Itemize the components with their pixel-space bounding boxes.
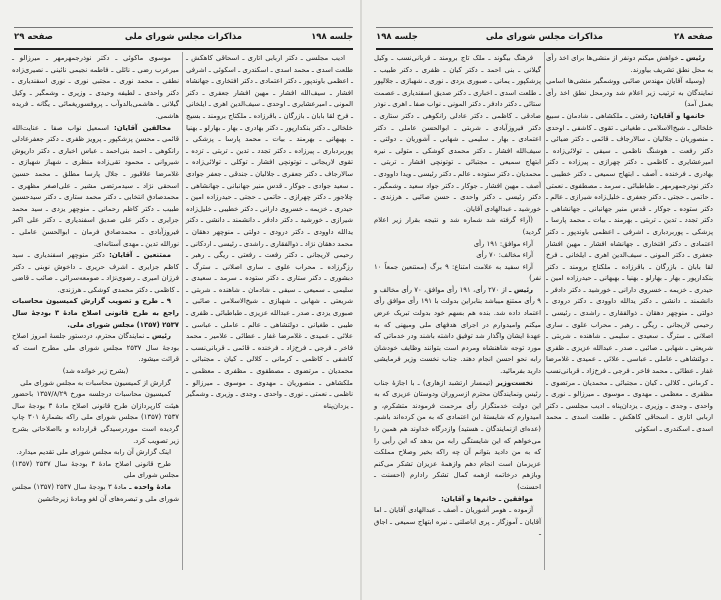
paragraph: آراء موافق: ۱۹۱ رأی xyxy=(473,239,533,248)
paragraph-text: مادهٔ ۳ بودجهٔ سال ۲۵۳۷ (۱۳۵۷) مجلس شورای ملی و تبصره‌های آن لغو ومادهٔ زیرجانشین xyxy=(12,482,179,503)
speaker-label: خانمها و آقایان: xyxy=(650,111,705,120)
paragraph: آزموده ـ هومر آشوریان ـ آصف ـ عبدالهادی آقایان ـ اما آقایان ـ آموزگار ـ پری اباصلتی ـ نیره ابتهاج سمیعی ـ اجاق ـ xyxy=(374,506,541,538)
header-rule xyxy=(376,48,713,50)
text-column xyxy=(12,53,179,505)
session-number: جلسه ۱۹۸ xyxy=(376,32,418,42)
speaker-label: مادهٔ واحده ـ xyxy=(129,482,171,491)
paragraph: (بشرح زیر خوانده شد) xyxy=(62,367,129,376)
paragraph: آراء سفید به علامت امتناع: ۹ برگ (ممتنعین جمعاً ۱۰ نفر) xyxy=(374,262,541,283)
paragraph xyxy=(12,123,179,251)
paragraph xyxy=(546,53,713,76)
page-header xyxy=(376,32,713,46)
paragraph: کمیسیون محاسبات درجلسه مورخ ۱۳۵۷/۸/۲۹ باحضور هیئت کارپردازان طرح قانونی اصلاح مادهٔ ۳ بودجهٔ سال ۲۵۳۷ (۱۳۵۷) مجلس شورای ملی راکه بشمارهٔ ۳۰۱ چاپ گردیده است موردرسیدگی قرارداده و بااصلاحاتی بشرح زیر تصویب کرد. xyxy=(12,390,179,445)
paragraph-text: از ۲۷۰ رأی، ۱۹۱ رأی موافق، ۷۰ رأی مخالف و ۹ رأی ممتنع میباشد بنابراین بدولت با ۱۹۱ رأی موافق رأی اعتماد داده شد. بنده هم بسهم خود بدولت تبریک عرض میکنم وامیدوارم در اجرای هدفهای ملی ومیهنی که به عهدهٔ ایشان واگذار شد توفیق داشته باشند ودر خدماتی که مورد توجه شاهنشاه ومردم است بتوانند وظایف خودشان رابه نحو احسن انجام دهند. جناب نخست وزیر فرمایشی دارید بفرمائید. xyxy=(374,285,541,376)
text-column xyxy=(546,53,713,436)
speaker-label: رئیس ـ xyxy=(146,332,171,341)
right-page xyxy=(362,0,721,600)
publication-title: مذاکرات مجلس شورای ملی xyxy=(124,32,243,42)
speaker-label: موافقین ـ خانم‌ها و آقایان: xyxy=(441,494,533,503)
paragraph-text: رفعتی ـ ملکشاهی ـ شادمان ـ سبیع خلخالی ـ شیخ‌الاسلامی ـ طغیانی ـ تقوی ـ کاشفی ـ اوحدی ـ منصوریان ـ جلالیان ـ سالارجاف ـ قائمی ـ دکتر ضیائی ـ دکتر رفعت ـ هوشنگ ناظمی ـ سیفی ـ تولائی‌زاده ـ امیرعشایری ـ کاظمی ـ دکتر چهرازی ـ پیرزاده ـ دکتر بهادری ـ فرخنده ـ آصف ـ ابتهاج سمیعی ـ دکتر خطیبی ـ دکتر نوذرجمهرمهر ـ طباطبائی ـ سرمد ـ مصطفوی ـ نعمتی ـ حاتمی ـ حجتی ـ دکتر جعفری ـ خلیل‌زاده شیرازی ـ عالم ـ دکتر ستوده ـ جوکار ـ قدس منیر جهانبانی ـ جهانشاهی ـ دکتر تجدد ـ تدین ـ تربتی ـ بهرمند ـ بیات ـ محمد پارسا ـ پزشکی ـ پوربردباری ـ اشرفی ـ اعظمی باوندپور ـ دکتر اعتمادی ـ دکتر افتخاری ـ جهانشاه افشار ـ مهین افشار جعفری ـ دکتر المونی ـ سیف‌الدین اهری ـ ایلخانی ـ فرخ لقا بابان ـ بازرگان ـ باقرزاده ـ ملکتاج برومند ـ دکتر بنکدارپور ـ بهار ـ بهارلو ـ بهنیا ـ بهبهانی ـ حیدرزاده امین ـ حیدری ـ خزیمه ـ خسروی دارانی ـ خورشید ـ دکتر دادفر ـ دانشمند ـ دانشی ـ دکتر یدالله داوودی ـ دکتر درودی ـ دولتی ـ منوچهر دهقان ـ ذوالفقاری ـ راشدی ـ رئیسی ـ رحیمی لاریجانی ـ ریگی ـ رهبر ـ محراب علوی ـ ساری اصلانی ـ سترگ ـ سعیدی ـ سلیمی ـ شاهنده ـ شربتی ـ شریعتی ـ شهابی ـ صائبی ـ صدر ـ عبدالله عزیزی ـ ظفری ـ دولتشاهی ـ عاملی ـ عباسی ـ علائی ـ عمیدی ـ غلامرضا غفار ـ عطائی ـ محمد فاخر ـ فرجی ـ فرخ‌زاد ـ قربانی‌نسب ـ کرمانی ـ کلالی ـ کیان ـ مجتبائی ـ محمدیان ـ مرتضوی ـ مظفری ـ معظمی ـ مهدوی ـ موسوی ـ میرزالو ـ نوری ـ واحدی ـ وجدی ـ وزیری ـ یزدان‌پناه ـ ادیب مجلسی ـ دکتر اربابی اتاری ـ اسحاقی کاهکش ـ طلعت اسدی ـ محمد اسدی ـ اسکندری ـ اسکوئی xyxy=(546,111,713,433)
column-divider xyxy=(182,52,183,570)
paragraph-text: خواهش میکنم دونفر از منشی‌ها برای اخذ رأی به محل نطق تشریف بیاورند. xyxy=(546,54,713,74)
page-header xyxy=(14,32,353,46)
publication-title: مذاکرات مجلس شورای ملی xyxy=(485,32,604,42)
speaker-label: مخالفین آقایان: xyxy=(114,123,171,132)
header-top-rule xyxy=(14,27,353,28)
paragraph: گزارش از کمیسیون محاسبات به مجلس شورای ملی xyxy=(20,378,171,387)
session-number: جلسه ۱۹۸ xyxy=(311,32,353,42)
paragraph xyxy=(374,494,541,506)
paragraph: آراء مخالف: ۷۰ رأی xyxy=(476,251,533,260)
speaker-label: رئیس ـ xyxy=(680,54,705,62)
header-top-rule xyxy=(376,27,713,28)
section-heading: ۹ ـ طرح و تصویب گزارش کمیسیون محاسبات راجع به طرح قانونی اصلاح مادهٔ ۳ بودجهٔ سال ۲۵۳۷ (۱۳۵۷) مجلس شورای ملی. xyxy=(12,297,179,329)
page-number: صفحه ۲۹ xyxy=(14,32,53,42)
paragraph: ادیب مجلسی ـ دکتر اربابی اتاری ـ اسحاقی کاهکش ـ طلعت اسدی ـ محمد اسدی ـ اسکندری ـ اسکوئی ـ اشرفی ـ اعظمی باوندپور ـ دکتر اعتمادی ـ دکتر افتخاری ـ جهانشاه افشار ـ سیف‌الله افشار ـ مهین افشار جعفری ـ دکتر المونی ـ امیرعشایری ـ اوحدی ـ سیف‌الدین اهری ـ ایلخانی ـ فرخ لقا بابان ـ بازرگان ـ باقرزاده ـ ملکتاج برومند ـ بسیج خلخالی ـ دکتر بنکدارپور ـ دکتر بهادری ـ بهار ـ بهارلو ـ بهنیا ـ بهبهانی ـ بهرمند ـ بیات ـ محمد پارسا ـ پزشکی ـ پوربردباری ـ پیرزاده ـ دکتر تجدد ـ تدین ـ تربتی ـ تزده ـ تقوی لاریجانی ـ توتونچی افشار ـ توکلی ـ تولائی‌زاده ـ سالارجاف ـ دکتر جعفری ـ جلالیان ـ جندقی ـ جعفر جوادی ـ سعید جوادی ـ جوکار ـ قدس منیر جهانبانی ـ جهانشاهی ـ چلاجور ـ دکتر چهرازی ـ حاتمی ـ حجتی ـ حیدرزاده امین ـ حیدری ـ خزیمه ـ خسروی دارانی ـ دکتر خطیبی ـ خلیل‌زاده شیرازی ـ خورشید ـ دکتر دادفر ـ دانشمند ـ دانشی ـ دکتر یدالله داوودی ـ دکتر درودی ـ دولتی ـ منوچهر دهقان ـ محمد دهقان نژاد ـ ذوالفقاری ـ راشدی ـ رئیسی ـ اردکانی ـ رحیمی لاریجانی ـ دکتر رفعت ـ رفعتی ـ ریگی ـ رهبر ـ رزگرزاده ـ محراب علوی ـ ساری اصلانی ـ سترگ ـ دبشوری ـ دکتر ستاری ـ دکتر ستوده ـ سرمد ـ سعیدی ـ سلیمی ـ سمیعی ـ سیفی ـ شادمان ـ شاهنده ـ شربتی ـ شریعتی ـ شهابی ـ شهبازی ـ شیخ‌الاسلامی ـ صائبی ـ صبوری یزدی ـ صدر ـ عبدالله عزیزی ـ طباطبائی ـ ظفری ـ طیبی ـ طغیانی ـ دولتشاهی ـ عالم ـ عاملی ـ عباسی ـ علائی ـ عمیدی ـ غلامرضا غفار ـ عطائی ـ علامیر ـ محمد فاخر ـ فرجی ـ فرخ‌زاد ـ فرخنده ـ قائمی ـ قربانی‌نسب ـ کاشفی ـ کاظمی ـ کرمانی ـ کلالی ـ کیان ـ مجتبائی ـ محمدیان ـ مرتضوی ـ مصطفوی ـ مظفری ـ معظمی ـ ملکشاهی ـ منصوریان ـ مهدوی ـ موسوی ـ میرزالو ـ ناظمی ـ نعمتی ـ نوری ـ واحدی ـ وجدی ـ وزیری ـ وشمگیر ـ یزدان‌پناه xyxy=(186,54,353,410)
paragraph xyxy=(12,331,179,366)
speaker-label: ممتنعین ـ آقایان: xyxy=(109,251,171,260)
paragraph-text: اسمعیل نواب صفا ـ عنایت‌الله قائمی ـ محسن پزشکپور ـ پرویز ظفری ـ دکتر جعفرعادلی رانکوهی ـ احمد بنی‌احمد ـ عباس اخباری ـ دکتر داریوش شیروانی ـ محمود تقی‌زاده منظری ـ شهباز شهبازی ـ غلامرضا علاقبور ـ جلال پارسا مطلق ـ محمد حسین اسحقی نژاد ـ سیدمرتضی مشیر ـ علی‌اصغر مظهری ـ محمدصادق انتخابی ـ دکتر محمد ستاری ـ دکتر سیدحسین طبیب ـ دکتر کاظم رحمانی ـ منوچهر یزدی ـ سید محمد جزایری ـ دکتر علی صدیق اسفندیاری ـ دکتر علی اکبر فیروزآبادی ـ محمدصادق فرمان ـ ابوالحسن عاملی ـ نورالله تدین ـ مهدی آستانه‌ای. xyxy=(12,123,179,248)
header-rule xyxy=(14,48,353,50)
text-column xyxy=(186,53,353,412)
text-column xyxy=(374,53,541,540)
paragraph xyxy=(374,285,541,378)
paragraph xyxy=(546,111,713,436)
paragraph: (وسیله آقایان مهندس صائبی ووشمگیر منشی‌ها اسامی نمایندگان به ترتیب زیر اعلام شد ودرمحل نطق اخذ رأی بعمل آمد) xyxy=(546,77,713,109)
paragraph: طرح قانونی اصلاح مادهٔ ۳ بودجهٔ سال ۲۵۳۷ (۱۳۵۷) مجلس شورای ملی xyxy=(12,459,179,480)
paragraph-text: (تیمسار ارتشبد ازهاری) ـ با اجازهٔ جناب رئیس ونمایندگان محترم ازسروران ودوستان عزیزی که به این دولت خدمتگزار رأی مرحمت فرمودند متشکرم، و امیدوارم که شایستهٔ این اعتمادی که به من کرده‌اند باشم. (عده‌ای ازنمایندگان ـ هستید) وازدرگاه خداوند هم همین را می‌خواهم که این شایستگی رابه من بدهد که این رأیی را که به من دادید بتوانم آن چه راکه بخیر وصلاح مملکت عزیزمان است انجام دهم وازهمهٔ عزیزان تشکر می‌کنم وبازهم درخاتمه ازهمه کمال تشکر رادارم (احسنت ـ احسنت) xyxy=(374,378,541,491)
paragraph: اینک گزارش آن رابه مجلس شورای ملی تقدیم میدارد. xyxy=(16,448,171,457)
speaker-label: نخست‌وزیر xyxy=(496,378,533,387)
paragraph xyxy=(12,250,179,296)
paragraph: فرهنگ بیگوند ـ ملک تاج برومند ـ قربانی‌نسب ـ وکیل گیلانی ـ بنی احمد ـ دکتر کیان ـ ظفری ـ دکتر طبیب ـ پزشکپور ـ یمانی ـ صبوری یزدی ـ نوری ـ شهبازی ـ جلالپور ـ طلعت اسدی ـ اخباری ـ دکتر صدیق اسفندیاری ـ عصمت ستائی ـ دکتر دادفر ـ دکتر المونی ـ نواب صفا ـ اهری ـ نوذر صادقی ـ کاظمی ـ دکتر عادلی رانکوهی ـ دکتر ستاری ـ دکتر فیروزآبادی ـ شربتی ـ ابوالحسن عاملی ـ دکتر اعتمادی ـ بهار ـ سلیمی ـ شهابی ـ آشوریان ـ دولتی ـ سیف‌الله افشار ـ دکتر محمدی کوشکی ـ متولی ـ نیره ابتهاج سمیعی ـ مجتبائی ـ توتونچی افشار ـ تربتی ـ محمدیان ـ دکتر ستوده ـ عالم ـ دکتر رئیسی ـ ویدا داوودی ـ آصف ـ مهین افشار ـ جوکار ـ دکتر جواد سعید ـ وشمگیر ـ دکتر رئیسی ـ دکتر واحدی ـ حسن صائبی ـ هرزندی ـ خورشید ـ عبدالهادی آقایان. xyxy=(374,54,541,213)
paragraph xyxy=(12,482,179,505)
speaker-label: رئیس ـ xyxy=(509,285,533,294)
paragraph-text: نمایندگان محترم، دردستور جلسهٔ امروز اصلاح بودجهٔ سال ۲۵۳۷ مجلس شورای ملی مطرح است که قرائت میشود. xyxy=(12,332,179,364)
paragraph: موسوی ماکوئی ـ دکتر نوذرجمهرمهر ـ میرزالو ـ میرعرب رضی ـ نائلی ـ فاطمه نجیمی نائینی ـ نصیری‌زاده نطقی ـ محمد نوری ـ مجتبی نوری ـ نوری اسفندیاری ـ دکتر واحدی ـ لطیفه وحیدی ـ وزیری ـ وشمگیر ـ وکیل گیلانی ـ هاشمی‌بالدوآب ـ پروفسوریغمائی ـ یگانه ـ فریده هاشمی. xyxy=(12,54,179,120)
paragraph: (آراء گرفته شد شماره شد و نتیجه بقرار زیر اعلام گردید) xyxy=(374,216,541,236)
paragraph xyxy=(374,378,541,494)
page-number: صفحه ۲۸ xyxy=(674,32,713,42)
paragraph-text: دکتر منوچهر اسفندیاری ـ سید کاظم جزایری ـ اشرف حریری ـ داخوش نوبنی ـ دکتر فرزان امیری ـ رضوی‌نژاد ـ صومعه‌سرائی ـ صائب ـ قاضی ـ کاظمی ـ دکتر محمدی کوشکی ـ هرزندی. xyxy=(12,251,179,294)
column-divider xyxy=(544,52,545,570)
